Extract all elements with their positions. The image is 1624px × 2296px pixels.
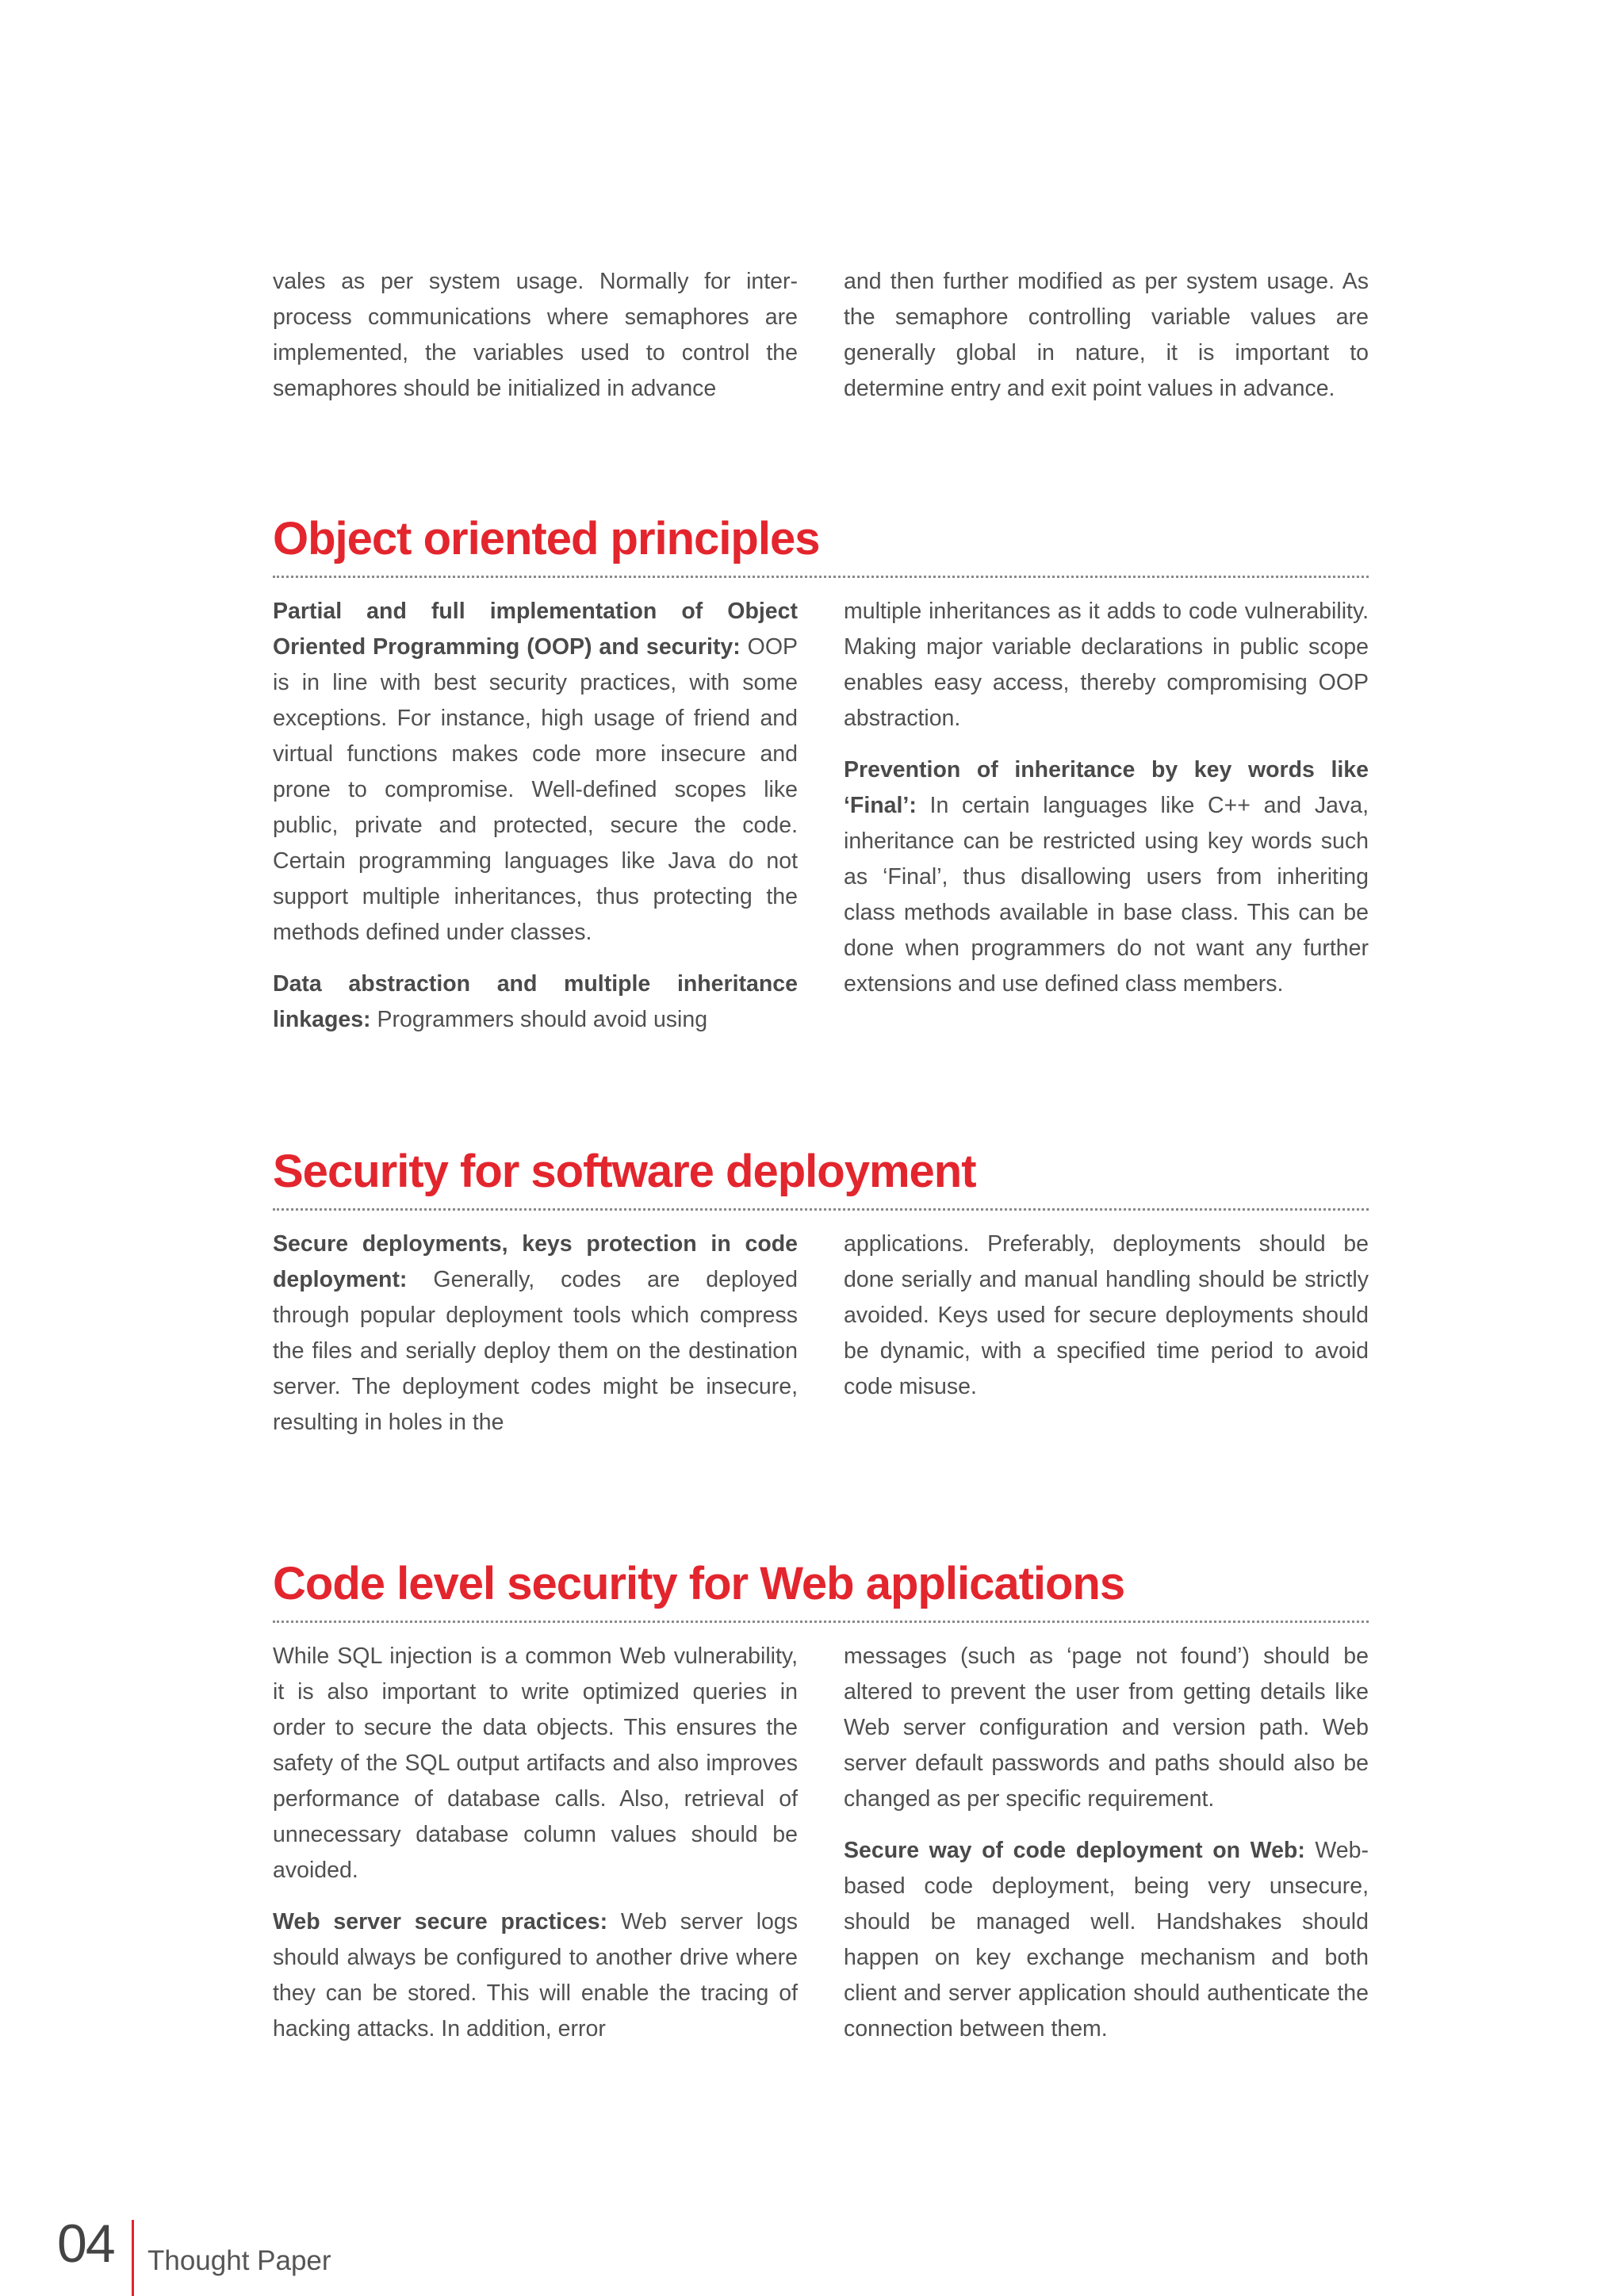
section-heading: Security for software deployment xyxy=(273,1146,976,1197)
paragraph xyxy=(273,1226,798,1441)
paragraph-text: multiple inheritances as it adds to code vulnerability. Making major variable declarations in public scope enables easy access, thereby compromising OOP abstraction. xyxy=(844,599,1369,731)
paragraph-lead: Partial and full implementation of Object Oriented Programming (OOP) and security: xyxy=(273,599,798,660)
intro-right-paragraph: and then further modified as per system usage. As the semaphore controlling variable values are generally global in nature, it is important to determine entry and exit point values in advance. xyxy=(844,269,1369,401)
paragraph-text: While SQL injection is a common Web vulnerability, it is also important to write optimized queries in order to secure the data objects. This ensures the safety of the SQL output artifacts and also improves performance of database calls. Also, retrieval of unnecessary database column values should be avoided. xyxy=(273,1644,798,1883)
dotted-divider xyxy=(273,1621,1369,1623)
paragraph-lead: Web server secure practices: xyxy=(273,1909,608,1934)
left-column xyxy=(273,594,798,1054)
left-column xyxy=(273,1639,798,2063)
right-column xyxy=(844,1226,1369,1456)
paragraph-text: Generally, codes are deployed through popular deployment tools which compress the files and serially deploy them on the destination server. The deployment codes might be insecure, resulting in holes in the xyxy=(273,1267,798,1435)
paragraph-text: messages (such as ‘page not found’) should be altered to prevent the user from getting details like Web server configuration and version path. Web server default passwords and paths should also be changed as per specific requirement. xyxy=(844,1644,1369,1812)
section-code-level-security-web xyxy=(273,1556,1369,2063)
paragraph xyxy=(844,594,1369,737)
section-security-for-software-deployment xyxy=(273,1143,1369,1456)
paragraph xyxy=(273,594,798,951)
right-column xyxy=(844,1639,1369,2063)
paragraph-lead: Prevention of inheritance by key words like ‘Final’: xyxy=(844,757,1369,818)
paragraph-lead: Data abstraction and multiple inheritance linkages: xyxy=(273,971,798,1032)
paragraph-text: Web-based code deployment, being very unsecure, should be managed well. Handshakes should happen on key exchange mechanism and both client and server application should authenticate the connection between them. xyxy=(844,1838,1369,2042)
paragraph-text: OOP is in line with best security practices, with some exceptions. For instance, high usage of friend and virtual functions makes code more insecure and prone to compromise. Well-defined scopes like public, private and protected, secure the code. Certain programming languages like Java do not support multiple inheritances, thus protecting the methods defined under classes. xyxy=(273,634,799,945)
paragraph-text: Web server logs should always be configured to another drive where they can be stored. This will enable the tracing of hacking attacks. In addition, error xyxy=(273,1909,798,2042)
page-number: 04 xyxy=(57,2214,114,2274)
paragraph xyxy=(273,1904,798,2047)
intro-left-column xyxy=(273,264,798,423)
section-heading: Object oriented principles xyxy=(273,513,820,564)
paragraph xyxy=(844,1833,1369,2047)
paragraph xyxy=(273,1639,798,1888)
paragraph-text: In certain languages like C++ and Java, inheritance can be restricted using key words such as ‘Final’, thus disallowing users from inheriting class methods available in base class. This can be done when programmers do not want any further extensions and use defined class members. xyxy=(844,793,1369,997)
dotted-divider xyxy=(273,576,1369,578)
paragraph-lead: Secure way of code deployment on Web: xyxy=(844,1838,1305,1863)
paragraph xyxy=(844,1639,1369,1817)
paragraph-lead: Secure deployments, keys protection in code deployment: xyxy=(273,1231,798,1292)
paragraph-text: applications. Preferably, deployments should be done serially and manual handling should be strictly avoided. Keys used for secure deployments should be dynamic, with a specified time period to avoid code misuse. xyxy=(844,1231,1369,1399)
paragraph xyxy=(844,752,1369,1002)
intro-left-paragraph: vales as per system usage. Normally for inter-process communications where semaphores are implemented, the variables used to control the semaphores should be initialized in advance xyxy=(273,269,798,401)
right-column xyxy=(844,594,1369,1054)
paragraph xyxy=(273,966,798,1038)
paragraph-text: Programmers should avoid using xyxy=(370,1007,708,1032)
section-heading: Code level security for Web applications xyxy=(273,1558,1125,1609)
footer-divider-bar xyxy=(132,2220,134,2296)
section-object-oriented-principles xyxy=(273,511,1369,1054)
footer-label: Thought Paper xyxy=(147,2245,331,2276)
intro-block xyxy=(273,264,1369,423)
paragraph xyxy=(844,1226,1369,1405)
dotted-divider xyxy=(273,1208,1369,1211)
left-column xyxy=(273,1226,798,1456)
intro-right-column xyxy=(844,264,1369,423)
